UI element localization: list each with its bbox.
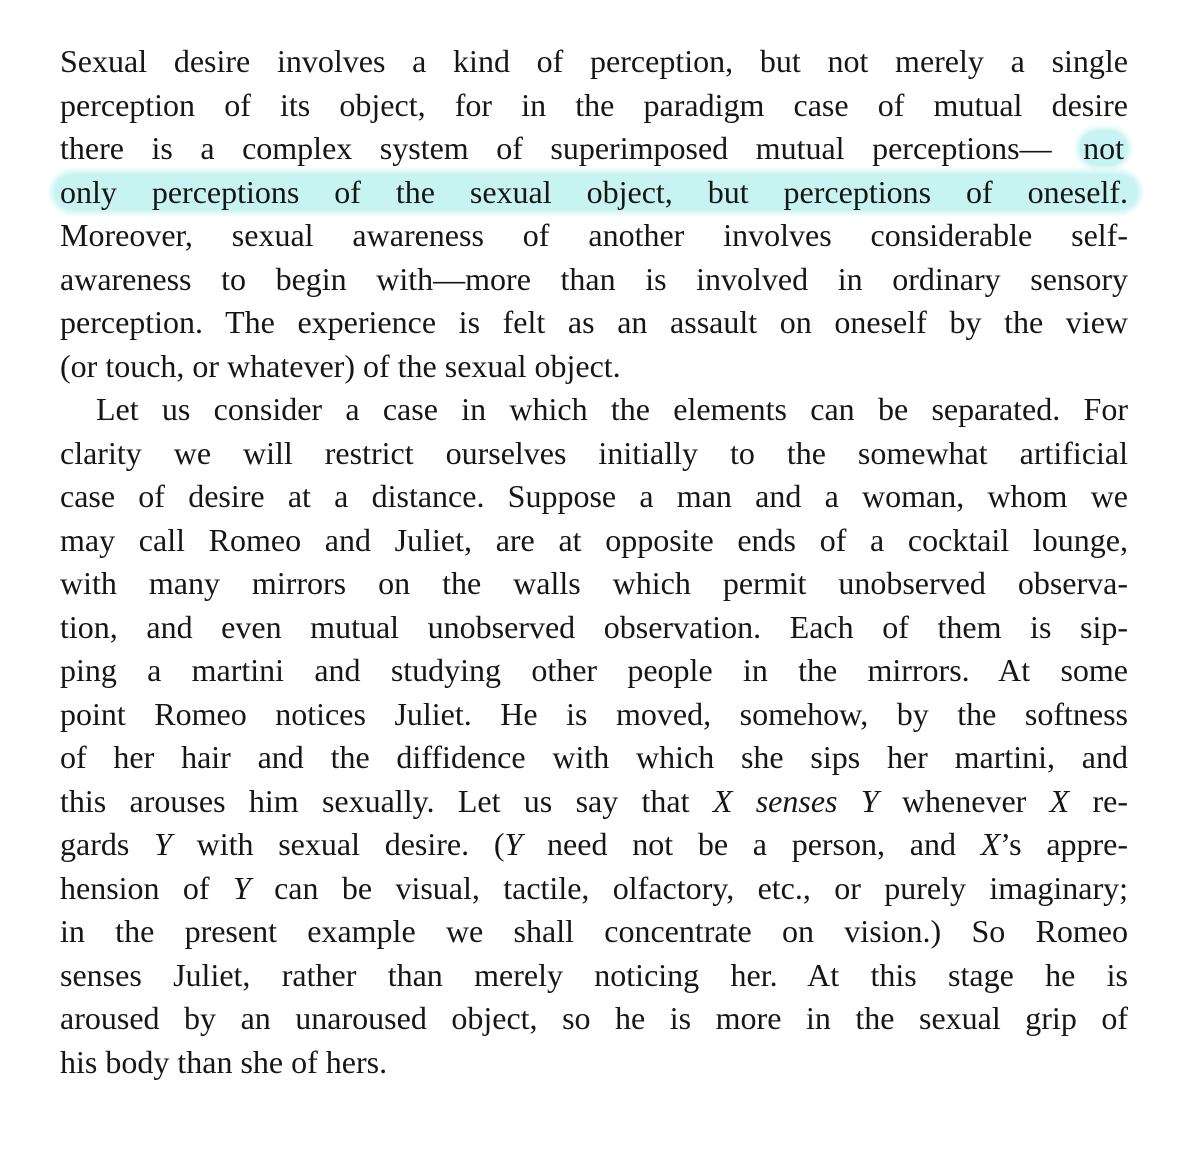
text-line: case of desire at a distance. Suppose a man and a woman, whom we: [60, 478, 1128, 514]
text-line: ping a martini and studying other people in the mirrors. At some: [60, 652, 1128, 688]
text-line: perception of its object, for in the paradigm case of mutual desire: [60, 86, 1128, 123]
italic-text: X senses Y: [712, 782, 879, 819]
paragraph-1: [60, 40, 1128, 388]
text-fragment: whenever: [878, 782, 1050, 819]
italic-text: X: [1049, 782, 1070, 819]
text-line: [60, 867, 1128, 911]
paragraph-2: [60, 388, 1128, 1084]
text-fragment: gards: [60, 826, 155, 862]
text-fragment: hension of: [60, 869, 233, 906]
text-line: point Romeo notices Juliet. He is moved, somehow, by the softness: [60, 695, 1128, 732]
text-line: [60, 127, 1128, 171]
text-line: awareness to begin with—more than is involved in ordinary sensory: [60, 260, 1128, 297]
text-line: perception. The experience is felt as an assault on oneself by the view: [60, 304, 1128, 340]
text-line: [60, 823, 1128, 867]
italic-text: Y: [154, 826, 172, 862]
text-line: aroused by an unaroused object, so he is more in the sexual grip of: [60, 1000, 1128, 1036]
text-fragment: with sexual desire. (: [171, 826, 505, 862]
text-line: his body than she of hers.: [60, 1043, 388, 1080]
italic-text: Y: [232, 869, 251, 906]
text-fragment: re-: [1069, 782, 1129, 819]
text-line: may call Romeo and Juliet, are at opposite ends of a cocktail lounge,: [60, 521, 1128, 558]
text-line: senses Juliet, rather than merely noticing her. At this stage he is: [60, 956, 1128, 993]
italic-text: Y: [504, 826, 523, 862]
page-text: [60, 40, 1128, 1084]
text-line: of her hair and the diffidence with which she sips her martini, and: [60, 739, 1128, 775]
highlighted-text: only perceptions of the sexual object, but perceptions of oneself.: [54, 174, 1138, 210]
text-fragment: ’s appre-: [1000, 826, 1129, 862]
text-fragment: need not be a person, and: [522, 826, 981, 862]
text-fragment: can be visual, tactile, olfactory, etc., or purely imaginary;: [250, 869, 1129, 906]
text-line: (or touch, or whatever) of the sexual object.: [60, 347, 621, 384]
text-line: tion, and even mutual unobserved observation. Each of them is sip-: [60, 608, 1128, 645]
text-line: Let us consider a case in which the elements can be separated. For: [96, 391, 1128, 427]
text-line: Sexual desire involves a kind of perception, but not merely a single: [60, 43, 1128, 79]
text-line: [60, 171, 1128, 215]
text-line: Moreover, sexual awareness of another involves considerable self-: [60, 217, 1128, 253]
highlighted-text: not: [1079, 130, 1128, 166]
text-line: [60, 780, 1128, 824]
text-line: with many mirrors on the walls which permit unobserved observa-: [60, 565, 1128, 601]
text-line: in the present example we shall concentrate on vision.) So Romeo: [60, 913, 1128, 949]
text-line: clarity we will restrict ourselves initially to the somewhat artificial: [60, 434, 1128, 471]
italic-text: X: [980, 826, 1001, 862]
text-fragment: this arouses him sexually. Let us say that: [60, 782, 713, 819]
text-fragment: there is a complex system of superimposed mutual perceptions—: [60, 130, 1052, 166]
